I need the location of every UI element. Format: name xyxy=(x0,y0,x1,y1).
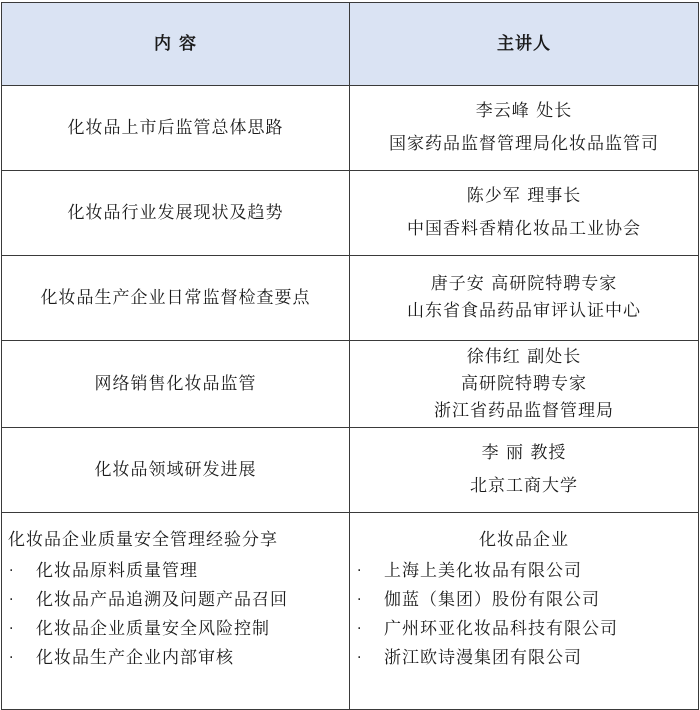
header-row xyxy=(2,3,699,86)
bullet-icon: · xyxy=(357,592,363,608)
topic-cell xyxy=(2,256,350,341)
bullet-icon: · xyxy=(357,650,363,666)
topic-cell xyxy=(2,341,350,428)
topic-cell xyxy=(2,513,350,710)
topic-text: 化妆品上市后监管总体思路 xyxy=(67,118,284,138)
topic-title: 化妆品企业质量安全管理经验分享 xyxy=(8,530,278,550)
topic-cell xyxy=(2,171,350,256)
speaker-org: 中国香料香精化妆品工业协会 xyxy=(407,219,641,239)
topic-cell xyxy=(2,86,350,171)
speaker-name: 陈少军 理事长 xyxy=(466,186,582,206)
bullet-icon: · xyxy=(357,621,363,637)
speaker-org: 山东省食品药品审评认证中心 xyxy=(407,301,641,321)
table-row xyxy=(2,513,699,710)
header-content: 内 容 xyxy=(2,3,350,86)
header-speaker: 主讲人 xyxy=(350,3,699,86)
topic-text: 化妆品行业发展现状及趋势 xyxy=(67,203,284,223)
topic-list xyxy=(2,557,349,673)
list-item: · 化妆品原料质量管理 xyxy=(2,557,349,586)
speaker-org: 北京工商大学 xyxy=(470,476,578,496)
speaker-list xyxy=(350,557,698,673)
bullet-icon: · xyxy=(9,650,15,666)
list-item: · 浙江欧诗漫集团有限公司 xyxy=(350,644,698,673)
topic-cell xyxy=(2,428,350,513)
speaker-name: 李云峰 处长 xyxy=(475,101,573,121)
list-item: · 上海上美化妆品有限公司 xyxy=(350,557,698,586)
speaker-title: 高研院特聘专家 xyxy=(461,373,587,394)
bullet-icon: · xyxy=(357,563,363,579)
list-item: · 伽蓝（集团）股份有限公司 xyxy=(350,586,698,615)
speaker-org: 国家药品监督管理局化妆品监管司 xyxy=(389,134,659,154)
topic-text: 网络销售化妆品监管 xyxy=(94,374,257,394)
speaker-cell xyxy=(350,86,699,171)
topic-text: 化妆品领域研发进展 xyxy=(94,460,257,480)
list-item: · 化妆品企业质量安全风险控制 xyxy=(2,615,349,644)
speaker-name: 李 丽 教授 xyxy=(481,443,567,463)
table-row xyxy=(2,171,699,256)
table-row xyxy=(2,86,699,171)
table-row xyxy=(2,428,699,513)
speaker-cell xyxy=(350,341,699,428)
speaker-cell xyxy=(350,256,699,341)
speaker-cell xyxy=(350,171,699,256)
speaker-cell xyxy=(350,428,699,513)
list-item: · 化妆品生产企业内部审核 xyxy=(2,644,349,673)
table-row xyxy=(2,341,699,428)
bullet-icon: · xyxy=(9,592,15,608)
topic-text: 化妆品生产企业日常监督检查要点 xyxy=(40,288,311,308)
list-item: · 化妆品产品追溯及问题产品召回 xyxy=(2,586,349,615)
table-row xyxy=(2,256,699,341)
list-item: · 广州环亚化妆品科技有限公司 xyxy=(350,615,698,644)
speaker-cell xyxy=(350,513,699,710)
agenda-table xyxy=(1,2,699,710)
bullet-icon: · xyxy=(9,563,15,579)
bullet-icon: · xyxy=(9,621,15,637)
speaker-name: 唐子安 高研院特聘专家 xyxy=(430,274,618,294)
speaker-name: 徐伟红 副处长 xyxy=(466,346,582,367)
speaker-org: 浙江省药品监督管理局 xyxy=(434,400,614,421)
speaker-title: 化妆品企业 xyxy=(479,530,569,550)
